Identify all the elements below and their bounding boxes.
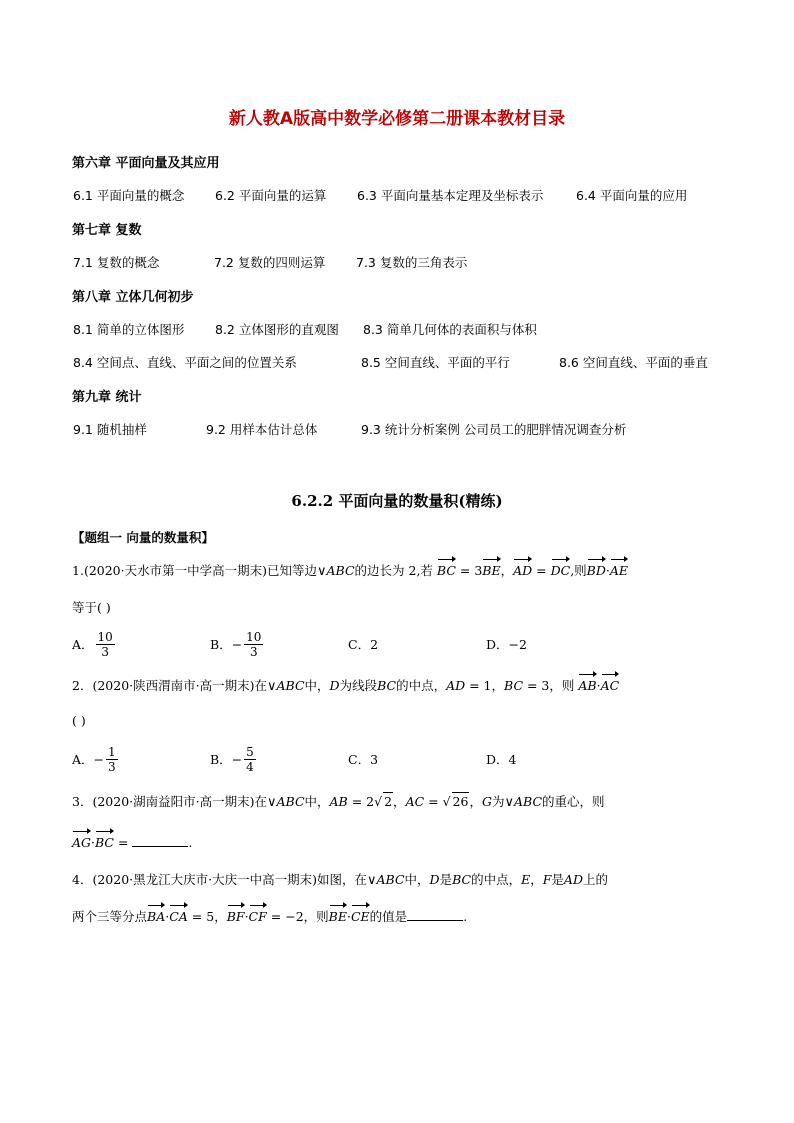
triangle-icon: ∨ [504,795,514,810]
vector-ba: BA [147,909,166,924]
triangle-icon: ∨ [266,679,277,694]
question-3-text: 为 [491,794,505,809]
triangle-icon: ∨ [266,795,277,810]
chapter-6-title: 第六章 平面向量及其应用 [72,156,220,171]
question-4-text: 中， [404,872,430,887]
question-4-text: 上的 [582,872,608,887]
fraction-numerator: 10 [246,629,262,644]
vector-bc: BC [436,563,456,578]
question-1-option-d[interactable] [486,624,527,664]
question-4-line-1 [72,871,608,890]
chapter-8-title: 第八章 立体几何初步 [72,290,194,305]
triangle-icon: ∨ [317,564,327,579]
question-3-line-2 [72,834,192,852]
question-1-line-2: 等于( ) [72,600,111,615]
question-4-text: ，则 [303,909,329,924]
question-1-number: 1. [72,563,84,578]
period: . [188,835,193,850]
fraction-numerator: 1 [108,744,116,759]
sqrt-icon: √ [374,794,383,809]
fraction [244,630,263,659]
segment-ad: AD [446,678,466,693]
question-3-text: 的重心，则 [542,794,605,809]
question-1-text: 已知等边 [266,563,317,578]
question-4-text: 是 [551,872,564,887]
dot-operator: · [91,835,95,850]
question-4-text: 的值是 [369,909,408,924]
question-2-option-c[interactable] [348,739,378,779]
question-4-text: 是 [439,872,453,887]
question-4-number: 4． [72,872,93,887]
radicand: 26 [452,794,469,809]
fraction [106,745,118,774]
equals-expr: = 1 [465,678,492,693]
question-3-source: (2020·湖南益阳市·高一期末) [92,794,255,809]
question-2-text: 为线段 [339,678,378,693]
triangle-abc: ABC [514,794,543,809]
section-9-2: 9.2 用样本估计总体 [206,422,318,437]
point-d: D [329,678,340,693]
triangle-abc: ABC [376,872,405,887]
option-value: 4 [508,751,517,767]
dot-operator: · [596,678,601,693]
section-9-1: 9.1 随机抽样 [73,422,147,437]
option-label: C． [348,637,371,652]
question-1-option-a[interactable] [72,624,115,664]
question-1-option-b[interactable] [210,624,263,664]
option-sign: − [231,751,243,767]
toc-title: 新人教A版高中数学必修第二册课本教材目录 [228,109,566,129]
equals-expr: = 3 [455,563,483,578]
answer-blank[interactable] [132,834,188,847]
sqrt-icon: √ [442,794,451,809]
option-sign: − [93,751,105,767]
fraction-denominator: 3 [101,644,109,659]
section-8-3: 8.3 简单几何体的表面积与体积 [363,322,537,337]
point-g: G [481,794,492,809]
option-label: A． [72,752,94,767]
comma: ， [500,563,514,578]
point-e: E [521,872,531,887]
question-3-text: 在 [254,794,267,809]
question-2-options [72,739,732,779]
question-2-number: 2． [72,678,93,693]
comma: ， [491,678,505,693]
fraction-numerator: 10 [97,629,113,644]
comma: ， [214,909,227,924]
question-2-text: 的中点， [396,678,447,693]
equals-expr: = [532,563,551,578]
section-8-1: 8.1 简单的立体图形 [73,322,185,337]
segment-bc: BC [377,678,397,693]
section-6-4: 6.4 平面向量的应用 [576,188,688,203]
fraction-denominator: 4 [246,759,254,774]
vector-be: BE [328,909,347,924]
triangle-abc: ABC [276,794,305,809]
section-8-5: 8.5 空间直线、平面的平行 [361,355,510,370]
question-2-source: (2020·陕西渭南市·高一期末) [92,678,255,693]
option-value: 2 [370,636,379,652]
question-1-line-1 [72,562,628,581]
vector-bd: BD [586,563,606,578]
equals-expr: = 3 [523,678,550,693]
triangle-abc: ABC [326,563,355,578]
dot-operator: · [605,563,610,578]
question-2-option-a[interactable] [72,739,118,779]
radicand: 2 [384,794,393,809]
equals-expr: = [113,835,133,850]
comma: ， [393,794,406,809]
segment-bc: BC [452,872,472,887]
point-d: D [429,872,440,887]
period: . [463,909,468,924]
option-label: C． [348,752,371,767]
question-3-number: 3． [72,794,93,809]
vector-bf: BF [226,909,245,924]
section-6-2: 6.2 平面向量的运算 [215,188,327,203]
vector-cf: CF [248,909,267,924]
option-label: D． [486,752,509,767]
question-3-line-1 [72,792,605,812]
question-1-text: ,则 [570,563,587,578]
question-2-line-2: ( ) [72,713,86,728]
dot-operator: · [165,909,170,924]
equals-expr: = 5 [187,909,215,924]
vector-be: BE [482,563,501,578]
question-1-options [72,624,732,664]
question-2-text: 在 [254,678,267,693]
option-value: −2 [508,636,527,652]
section-8-4: 8.4 空间点、直线、平面之间的位置关系 [73,355,297,370]
section-8-2: 8.2 立体图形的直观图 [215,322,339,337]
question-2-option-d[interactable] [486,739,516,779]
chapter-9-title: 第九章 统计 [72,390,142,405]
question-2-text: 中， [304,678,330,693]
section-7-2: 7.2 复数的四则运算 [214,255,326,270]
vector-dc: DC [550,563,571,578]
section-6-1: 6.1 平面向量的概念 [73,188,185,203]
vector-ce: CE [350,909,370,924]
point-f: F [542,872,552,887]
option-label: B． [210,637,232,652]
fraction [244,745,256,774]
vector-ag: AG [72,835,92,850]
answer-blank[interactable] [407,908,463,921]
equals-expr: = 2 [347,794,375,809]
vector-ca: CA [169,909,188,924]
segment-ab: AB [329,794,348,809]
chapter-7-title: 第七章 复数 [72,223,142,238]
section-9-3: 9.3 统计分析案例 公司员工的肥胖情况调查分析 [361,422,627,437]
fraction-denominator: 3 [249,644,258,659]
section-6-3: 6.3 平面向量基本定理及坐标表示 [357,188,544,203]
question-1-option-c[interactable] [348,624,378,664]
question-2-option-b[interactable] [210,739,256,779]
vector-bc: BC [95,835,114,850]
question-1-text: 的边长为 2,若 [354,563,433,578]
dot-operator: · [244,909,249,924]
fraction-denominator: 3 [108,759,116,774]
triangle-icon: ∨ [366,873,377,888]
segment-ad: AD [563,872,583,887]
option-label: A． [72,637,94,652]
section-7-3: 7.3 复数的三角表示 [356,255,468,270]
comma: ， [530,872,543,887]
segment-ac: AC [405,794,425,809]
triangle-abc: ABC [276,678,305,693]
question-3-text: 中， [304,794,330,809]
option-value: 3 [370,751,379,767]
vector-ad: AD [513,563,533,578]
option-sign: − [231,636,243,652]
question-4-text: 如图，在 [316,872,367,887]
equals-expr: = [424,794,443,809]
vector-ab: AB [578,678,597,693]
question-4-text: 两个三等分点 [72,909,148,924]
section-8-6: 8.6 空间直线、平面的垂直 [559,355,708,370]
option-label: D． [486,637,509,652]
question-4-source: (2020·黑龙江大庆市·大庆一中高一期末) [92,872,317,887]
question-4-text: 的中点， [471,872,522,887]
fraction-numerator: 5 [246,744,254,759]
question-2-text: ，则 [549,678,575,693]
lesson-title: 6.2.2 平面向量的数量积(精练) [291,492,503,510]
vector-ae: AE [609,563,629,578]
section-7-1: 7.1 复数的概念 [73,255,160,270]
vector-ac: AC [600,678,620,693]
fraction [96,630,115,659]
segment-bc: BC [504,678,524,693]
dot-operator: · [346,909,351,924]
option-label: B． [210,752,232,767]
group-title: 【题组一 向量的数量积】 [72,530,214,545]
question-4-line-2 [72,908,467,926]
equals-expr: = −2 [266,909,304,924]
question-3-text: ， [469,794,482,809]
question-2-line-1 [72,677,619,696]
question-1-source: (2020·天水市第一中学高一期末) [83,563,267,578]
